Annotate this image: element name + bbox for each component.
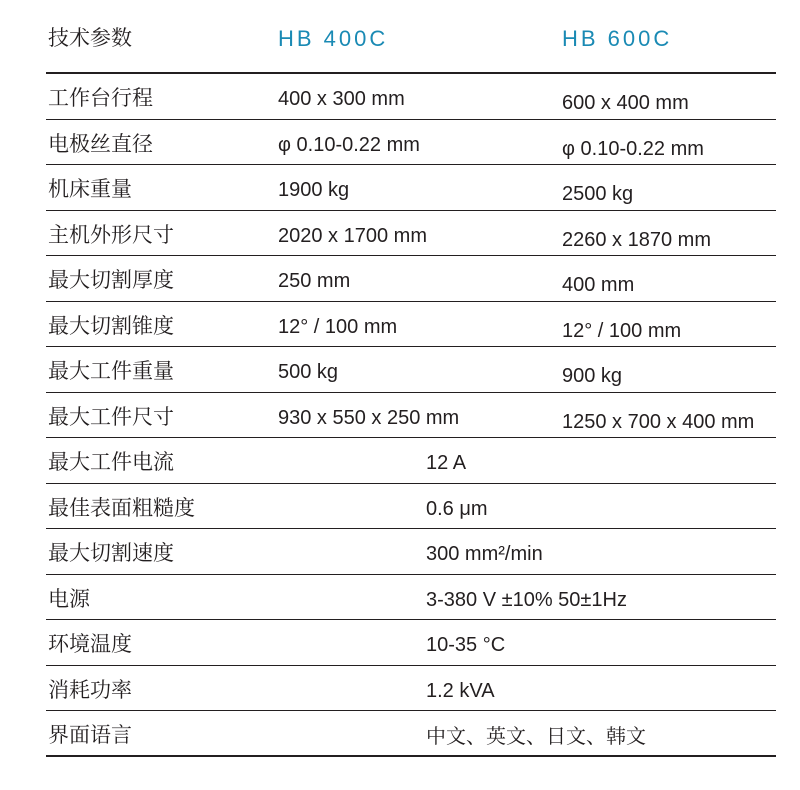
spec-label: 主机外形尺寸 bbox=[48, 222, 174, 247]
spec-value-hb600c: φ 0.10-0.22 mm bbox=[562, 137, 704, 160]
spec-row bbox=[46, 211, 776, 257]
spec-label: 界面语言 bbox=[48, 723, 132, 747]
spec-value-shared: 1.2 kVA bbox=[426, 679, 495, 702]
spec-row bbox=[46, 74, 776, 120]
spec-value-shared: 12 A bbox=[426, 452, 467, 474]
spec-label: 最佳表面粗糙度 bbox=[48, 495, 195, 520]
spec-label: 环境温度 bbox=[48, 632, 132, 656]
spec-header bbox=[0, 0, 800, 72]
spec-value-hb400c: 250 mm bbox=[278, 270, 351, 292]
spec-value-hb600c: 600 x 400 mm bbox=[562, 92, 689, 114]
spec-value-hb600c: 12° / 100 mm bbox=[562, 319, 682, 342]
spec-row bbox=[46, 393, 776, 439]
spec-value-hb400c: 12° / 100 mm bbox=[278, 315, 398, 338]
spec-value-hb400c: 2020 x 1700 mm bbox=[278, 224, 427, 247]
spec-row bbox=[46, 666, 776, 712]
spec-row bbox=[46, 347, 776, 393]
spec-label: 最大工件电流 bbox=[48, 450, 174, 474]
spec-value-hb600c: 400 mm bbox=[562, 274, 635, 296]
spec-row bbox=[46, 620, 776, 666]
spec-value-shared: 300 mm²/min bbox=[426, 543, 543, 565]
spec-value-hb400c: 1900 kg bbox=[278, 179, 350, 201]
spec-label: 最大工件尺寸 bbox=[48, 404, 174, 429]
spec-label: 最大切割厚度 bbox=[48, 268, 174, 292]
spec-row bbox=[46, 120, 776, 166]
spec-label: 最大切割速度 bbox=[48, 541, 174, 565]
spec-row bbox=[46, 575, 776, 621]
spec-value-hb600c: 900 kg bbox=[562, 365, 623, 387]
spec-value-shared: 3-380 V ±10% 50±1Hz bbox=[426, 588, 627, 611]
spec-value-hb400c: 500 kg bbox=[278, 361, 339, 383]
spec-value-hb400c: 930 x 550 x 250 mm bbox=[278, 406, 460, 429]
spec-label: 电极丝直径 bbox=[48, 131, 153, 156]
spec-value-hb600c: 1250 x 700 x 400 mm bbox=[562, 410, 755, 433]
spec-label: 机床重量 bbox=[48, 177, 132, 201]
spec-row bbox=[46, 438, 776, 484]
spec-label: 最大切割锥度 bbox=[48, 313, 174, 338]
spec-row bbox=[46, 302, 776, 348]
spec-row bbox=[46, 484, 776, 530]
spec-row bbox=[46, 256, 776, 302]
spec-title: 技术参数 bbox=[48, 26, 132, 50]
spec-value-shared: 10-35 °C bbox=[426, 634, 506, 656]
spec-value-shared: 0.6 μm bbox=[426, 497, 488, 520]
spec-row bbox=[46, 711, 776, 757]
spec-table bbox=[46, 74, 776, 757]
spec-row bbox=[46, 529, 776, 575]
spec-value-hb600c: 2260 x 1870 mm bbox=[562, 228, 711, 251]
spec-value-hb400c: 400 x 300 mm bbox=[278, 88, 405, 110]
spec-label: 电源 bbox=[48, 586, 90, 611]
spec-label: 工作台行程 bbox=[48, 86, 153, 110]
spec-value-hb400c: φ 0.10-0.22 mm bbox=[278, 133, 420, 156]
spec-label: 消耗功率 bbox=[48, 677, 132, 702]
spec-row bbox=[46, 165, 776, 211]
spec-value-shared: 中文、英文、日文、韩文 bbox=[426, 724, 646, 748]
spec-value-hb600c: 2500 kg bbox=[562, 183, 634, 205]
spec-label: 最大工件重量 bbox=[48, 359, 174, 383]
model-name-hb600c: HB 600C bbox=[562, 26, 673, 51]
model-name-hb400c: HB 400C bbox=[278, 26, 389, 51]
